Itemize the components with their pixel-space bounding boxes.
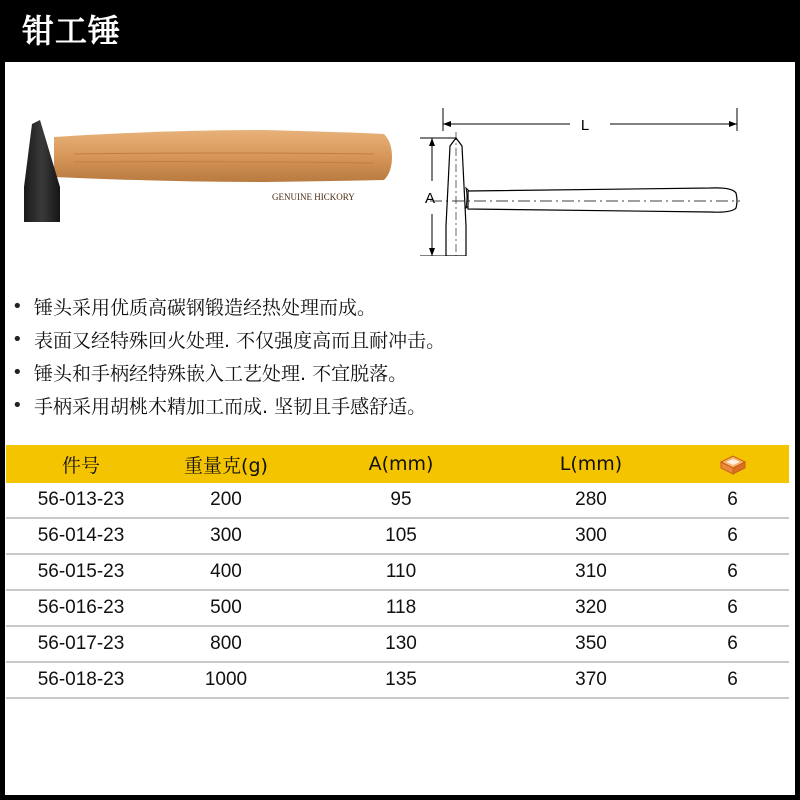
cell-l: 310: [575, 561, 607, 582]
feature-item: • 手柄采用胡桃木精加工而成. 坚韧且手感舒适。: [12, 395, 427, 418]
cell-weight: 800: [210, 633, 242, 654]
cell-pack-qty: 6: [727, 633, 738, 654]
dimension-label-A: A: [424, 190, 436, 207]
bullet-icon: •: [12, 296, 23, 317]
cell-a: 118: [385, 597, 417, 618]
cell-a: 135: [385, 669, 417, 690]
table-row: [6, 519, 789, 555]
header-l: L(mm): [559, 453, 623, 475]
page-title: 钳工锤: [22, 12, 122, 50]
hammer-handle: [54, 130, 392, 182]
box-icon: [718, 453, 748, 475]
cell-a: 95: [390, 489, 412, 510]
table-header: [6, 445, 789, 483]
header-part-number: 件号: [61, 454, 100, 477]
cell-part-number: 56-016-23: [37, 597, 125, 618]
diagram-handle: [468, 188, 737, 212]
cell-part-number: 56-017-23: [37, 633, 125, 654]
feature-item: • 表面又经特殊回火处理. 不仅强度高而且耐冲击。: [12, 329, 446, 352]
cell-part-number: 56-015-23: [37, 561, 125, 582]
table-row: [6, 663, 789, 699]
spec-table: [6, 445, 789, 699]
cell-a: 130: [385, 633, 417, 654]
cell-l: 300: [575, 525, 607, 546]
table-row: [6, 555, 789, 591]
cell-l: 320: [575, 597, 607, 618]
hammer-diagram: [410, 46, 750, 256]
cell-weight: 200: [210, 489, 242, 510]
table-body: [6, 483, 789, 699]
cell-l: 280: [575, 489, 607, 510]
cell-l: 350: [575, 633, 607, 654]
cell-l: 370: [575, 669, 607, 690]
table-row: [6, 591, 789, 627]
dimension-label-L: L: [580, 117, 590, 134]
header-weight: 重量克(g): [184, 454, 268, 477]
cell-pack-qty: 6: [727, 525, 738, 546]
cell-pack-qty: 6: [727, 669, 738, 690]
bullet-icon: •: [12, 329, 23, 350]
cell-a: 110: [385, 561, 417, 582]
bullet-icon: •: [12, 395, 23, 416]
cell-part-number: 56-014-23: [37, 525, 125, 546]
hammer-photo: [14, 62, 394, 222]
cell-weight: 400: [210, 561, 242, 582]
handle-text: GENUINE HICKORY: [272, 192, 355, 202]
cell-pack-qty: 6: [727, 597, 738, 618]
cell-part-number: 56-013-23: [37, 489, 125, 510]
cell-weight: 300: [210, 525, 242, 546]
cell-pack-qty: 6: [727, 489, 738, 510]
feature-item: • 锤头采用优质高碳钢锻造经热处理而成。: [12, 296, 377, 319]
cell-part-number: 56-018-23: [37, 669, 125, 690]
cell-weight: 500: [210, 597, 242, 618]
feature-list: [12, 290, 772, 422]
hammer-head: [24, 120, 60, 222]
header-pack: [676, 453, 789, 476]
header-a: A(mm): [368, 453, 434, 475]
table-row: [6, 627, 789, 663]
table-row: [6, 483, 789, 519]
cell-weight: 1000: [204, 669, 248, 690]
cell-a: 105: [385, 525, 417, 546]
bullet-icon: •: [12, 362, 23, 383]
feature-item: • 锤头和手柄经特殊嵌入工艺处理. 不宜脱落。: [12, 362, 408, 385]
cell-pack-qty: 6: [727, 561, 738, 582]
